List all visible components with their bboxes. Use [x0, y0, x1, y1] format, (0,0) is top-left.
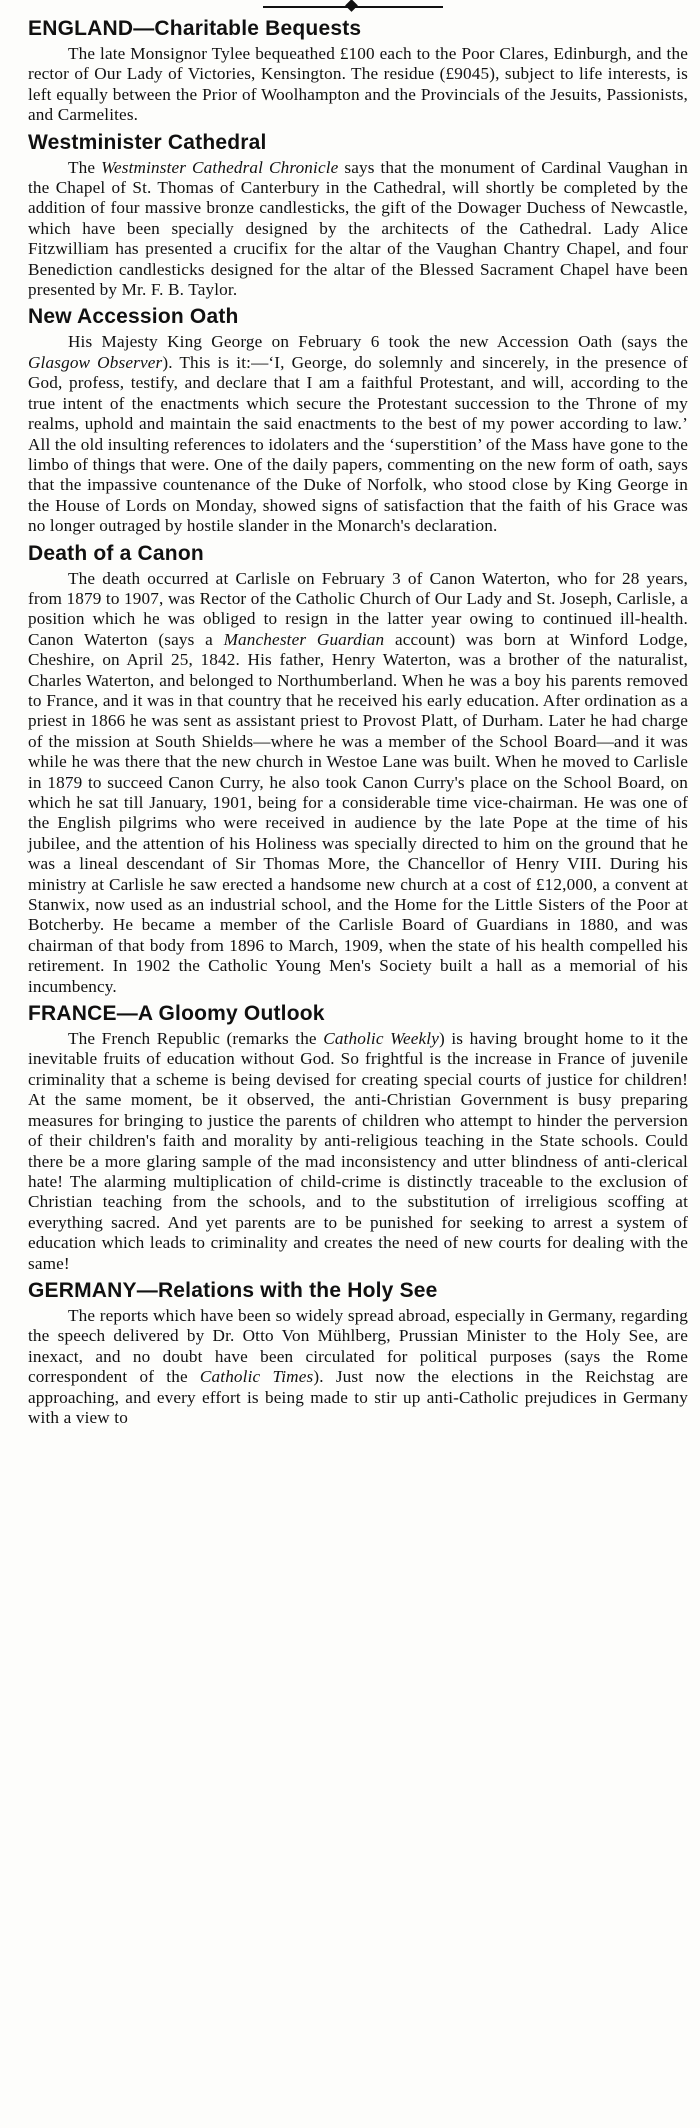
publication-title: Catholic Times	[199, 1367, 314, 1387]
article-westminster-cathedral	[28, 130, 688, 301]
publication-title: Westminster Cathedral Chronicle	[101, 157, 339, 177]
section-heading: Westminister Cathedral	[28, 130, 267, 154]
section-paragraph	[28, 1306, 688, 1428]
paragraph-text: The reports which have been so widely spread abroad, especially in Germany, regarding the speech delivered by Dr. Otto Von Mühlberg, Prussian Minister to the Holy See, are inexact, and no doubt have been circulated for political purposes (says the Rome correspondent of the	[28, 1305, 688, 1387]
paragraph-text: ). This is it:—‘I, George, do solemnly and sincerely, in the presence of God, profess, testify, and declare that I am a faithful Protestant, and will, according to the true intent of the enactments which secure the Protestant succession to the Throne of my realms, uphold and maintain the said enactments to the best of my power according to law.’ All the old insulting references to idolaters and the ‘superstition’ of the Mass have gone to the limbo of things that were. One of the daily papers, commenting on the new form of oath, says that the impassive countenance of the Duke of Norfolk, who stood close by King George in the House of Lords on Monday, showed signs of satisfaction that the faith of his Grace was no longer outraged by hostile slander in the Monarch's declaration.	[28, 352, 689, 536]
top-ornament-rule	[28, 4, 688, 10]
diamond-ornament-icon	[345, 0, 358, 12]
article-france	[28, 1001, 688, 1274]
article-germany	[28, 1278, 688, 1428]
section-paragraph	[28, 1029, 688, 1274]
paragraph-text: His Majesty King George on February 6 took the new Accession Oath (says the	[68, 332, 688, 352]
paragraph-text: The	[68, 157, 102, 177]
publication-title: Manchester Guardian	[223, 629, 385, 649]
section-heading: GERMANY—Relations with the Holy See	[28, 1278, 438, 1302]
paragraph-text: The death occurred at Carlisle on February 3 of Canon Waterton, who for 28 years, from 1879 to 1907, was Rector of the Catholic Church of Our Lady and St. Joseph, Carlisle, a position which he was obliged to resign in the latter year owing to continued ill-health. Canon Waterton (says a	[28, 568, 688, 649]
paragraph-text: The French Republic (remarks the	[68, 1029, 324, 1049]
section-paragraph	[28, 158, 688, 301]
paragraph-text: says that the monument of Cardinal Vaughan in the Chapel of St. Thomas of Canterbury in the Cathedral, will shortly be completed by the addition of four massive bronze candlesticks, the gift of the Dowager Duchess of Newcastle, which have been specially designed by the architects of the Cathedral. Lady Alice Fitzwilliam has presented a crucifix for the altar of the Vaughan Chantry Chapel, and four Benediction candlesticks designed for the altar of the Blessed Sacrament Chapel have been presented by Mr. F. B. Taylor.	[28, 157, 689, 300]
section-paragraph	[28, 569, 688, 998]
publication-title: Catholic Weekly	[323, 1029, 440, 1049]
article-death-of-canon	[28, 541, 688, 998]
paragraph-text: ) is having brought home to it the inevitable fruits of education without God. So frightful is the increase in France of juvenile criminality that a scheme is being devised for creating special courts of justice for children! At the same moment, be it observed, the anti-Christian Government is busy preparing measures for bringing to justice the parents of children who attempt to hinder the perversion of their children's faith and morality by anti-religious teaching in the State schools. Could there be a more glaring sample of the mad inconsistency and utter blindness of anti-clerical hate! The alarming multiplication of child-crime is distinctly traceable to the exclusion of Christian teaching from the schools, and to the substitution of irreligious scoffing at everything sacred. And yet parents are to be punished for seeking to arrest a system of education which leads to criminality and creates the need of new courts for dealing with the same!	[28, 1029, 688, 1273]
section-heading: FRANCE—A Gloomy Outlook	[28, 1002, 325, 1026]
section-heading: Death of a Canon	[28, 541, 204, 565]
paragraph-text: ). Just now the elections in the Reichstag are approaching, and every effort is being made to stir up anti-Catholic prejudices in Germany with a view to	[28, 1367, 688, 1427]
section-paragraph: The late Monsignor Tylee bequeathed £100 each to the Poor Clares, Edinburgh, and the rector of Our Lady of Victories, Kensington. The residue (£9045), subject to life interests, is left equally between the Prior of Woolhampton and the Provincials of the Jesuits, Passionists, and Carmelites.	[28, 44, 688, 125]
article-accession-oath	[28, 304, 688, 536]
article-england	[28, 16, 688, 126]
section-paragraph	[28, 332, 688, 536]
paragraph-text: account) was born at Winford Lodge, Cheshire, on April 25, 1842. His father, Henry Waterton, was a brother of the naturalist, Charles Waterton, and belonged to Northumberland. When he was a boy his parents removed to France, and it was in that country that he received his early education. After ordination as a priest in 1866 he was sent as assistant priest to Provost Platt, of Durham. Later he had charge of the mission at South Shields—where he was a member of the School Board—and it was while he was there that the new church in Westoe Lane was built. When he moved to Carlisle in 1879 to succeed Canon Curry, he also took Canon Curry's place on the School Board, on which he sat till January, 1901, being for a considerable time vice-chairman. He was one of the English pilgrims who were received in audience by the late Pope at the time of his jubilee, and the attention of his Holiness was specially directed to him on the ground that he was a lineal descendant of Sir Thomas More, the Chancellor of Henry VIII. During his ministry at Carlisle he saw erected a handsome new church at a cost of £12,000, a convent at Stanwix, now used as an industrial school, and the Home for the Little Sisters of the Poor at Botcherby. He became a member of the Carlisle Board of Guardians in 1880, and was chairman of that body from 1896 to March, 1909, when the state of his health compelled his retirement. In 1902 the Catholic Young Men's Society built a hall as a memorial of his incumbency.	[28, 629, 689, 996]
section-heading: ENGLAND—Charitable Bequests	[28, 17, 362, 40]
section-heading: New Accession Oath	[28, 305, 239, 329]
publication-title: Glasgow Observer	[28, 352, 163, 372]
